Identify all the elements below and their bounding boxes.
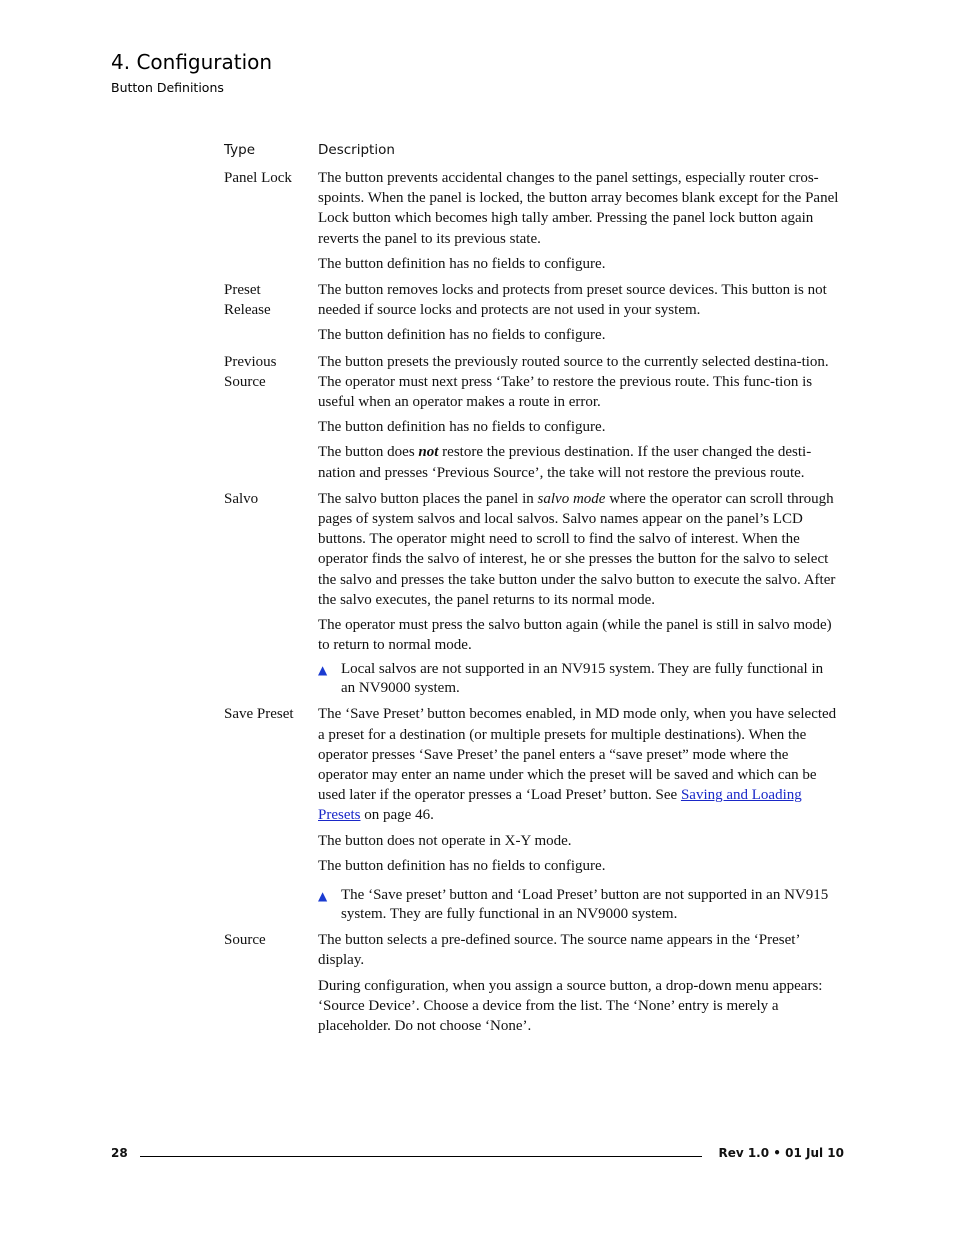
row-description bbox=[318, 280, 840, 351]
description-paragraph bbox=[318, 442, 840, 482]
page-footer bbox=[111, 1146, 844, 1164]
table-header bbox=[224, 142, 844, 168]
table-row bbox=[224, 489, 844, 704]
footer-rule bbox=[140, 1156, 702, 1157]
table-row bbox=[224, 352, 844, 488]
note bbox=[318, 660, 840, 697]
table-row bbox=[224, 930, 844, 1041]
description-paragraph: The operator must press the salvo button again (while the panel is still in salvo mode) to return to normal mode. bbox=[318, 617, 832, 654]
row-type-line: Preset bbox=[224, 282, 261, 299]
description-paragraph bbox=[318, 489, 840, 610]
text-run: The ‘Save Preset’ button becomes enabled, in MD mode only, when you have selected a preset for a destination (or multiple presets for multiple destinations). When the operator presses ‘Save Preset’ the panel enters a “save preset” mode where the operator may enter an name under which the preset will be saved and which can be used later if the operator presses a ‘Load Preset’ button. See bbox=[318, 706, 837, 804]
row-type-line: Previous bbox=[224, 353, 277, 370]
note-text: The ‘Save preset’ button and ‘Load Preset’ button are not supported in an NV915 system. They are fully functional in an NV9000 system. bbox=[341, 887, 829, 922]
row-type: Panel Lock bbox=[224, 170, 292, 186]
text-run: restore the previous destination. If the user changed the desti-nation and presses ‘Previous Source’, the take will not restore the previous route. bbox=[318, 444, 812, 481]
row-type bbox=[224, 352, 318, 488]
row-description bbox=[318, 930, 840, 1041]
description-paragraph: The button definition has no fields to configure. bbox=[318, 255, 606, 272]
note bbox=[318, 886, 840, 923]
text-run: on page 46. bbox=[360, 807, 434, 824]
text-run: The button does bbox=[318, 444, 419, 461]
text-run: where the operator can scroll through pages of system salvos and local salvos. Salvo names appear on the panel’s LCD buttons. The operator might need to scroll to find the salvo of interest. When the operator finds the salvo of interest, he or she presses the button for the salvo to select the salvo and presses the take button under the salvo button to execute the salvo. After the salvo executes, the panel returns to its normal mode. bbox=[318, 490, 836, 608]
revision-label: Rev 1.0 • 01 Jul 10 bbox=[718, 1146, 844, 1160]
row-type: Save Preset bbox=[224, 706, 294, 723]
button-definitions-table bbox=[224, 142, 844, 1042]
warning-triangle-icon: ▲ bbox=[318, 663, 328, 678]
table-row bbox=[224, 280, 844, 351]
text-run: The salvo button places the panel in bbox=[318, 490, 538, 507]
row-type-line: Release bbox=[224, 302, 271, 319]
description-paragraph: The button removes locks and protects from preset source devices. This button is not needed if source locks and protects are not used in your system. bbox=[318, 282, 827, 319]
description-paragraph: The button definition has no fields to configure. bbox=[318, 327, 606, 344]
description-paragraph: The button definition has no fields to configure. bbox=[318, 857, 606, 874]
table-row bbox=[224, 168, 844, 279]
row-description bbox=[318, 489, 840, 704]
row-type: Source bbox=[224, 932, 266, 949]
row-description bbox=[318, 352, 840, 488]
row-type bbox=[224, 280, 318, 351]
description-paragraph: The button presets the previously routed source to the currently selected destina-tion. The operator must next press ‘Take’ to restore the previous route. This func-tion is useful when an operator makes a route in error. bbox=[318, 353, 829, 411]
note-text: Local salvos are not supported in an NV915 system. They are fully functional in an NV9000 system. bbox=[341, 661, 824, 696]
description-paragraph: The button does not operate in X-Y mode. bbox=[318, 832, 572, 849]
description-column-header: Description bbox=[318, 142, 395, 158]
chapter-title: 4. Configuration bbox=[111, 50, 273, 74]
description-paragraph: The button selects a pre-defined source. The source name appears in the ‘Preset’ display. bbox=[318, 932, 800, 969]
row-type-line: Source bbox=[224, 373, 266, 390]
row-description bbox=[318, 168, 840, 279]
section-title: Button Definitions bbox=[111, 80, 224, 95]
saving-and-loading-presets-link[interactable]: Saving and Loading Presets bbox=[318, 787, 802, 824]
description-paragraph: The button prevents accidental changes to the panel settings, especially router cros-spoints. When the panel is locked, the button array becomes blank except for the Panel Lock button which becomes high tally amber. Pressing the panel lock button again reverts the panel to its previous state. bbox=[318, 170, 839, 247]
row-type: Salvo bbox=[224, 490, 259, 507]
description-paragraph bbox=[318, 704, 840, 825]
emphasis-text: not bbox=[418, 444, 439, 461]
description-paragraph: During configuration, when you assign a source button, a drop-down menu appears: ‘Source Device’. Choose a device from the list. The ‘None’ entry is merely a placeholder. Do not choose ‘None’. bbox=[318, 977, 823, 1034]
warning-triangle-icon: ▲ bbox=[318, 889, 328, 904]
page-number: 28 bbox=[111, 1146, 128, 1160]
type-column-header: Type bbox=[224, 142, 256, 158]
description-paragraph: The button definition has no fields to configure. bbox=[318, 419, 606, 436]
row-description bbox=[318, 704, 840, 929]
table-row bbox=[224, 704, 844, 929]
emphasis-text: salvo mode bbox=[537, 490, 606, 507]
